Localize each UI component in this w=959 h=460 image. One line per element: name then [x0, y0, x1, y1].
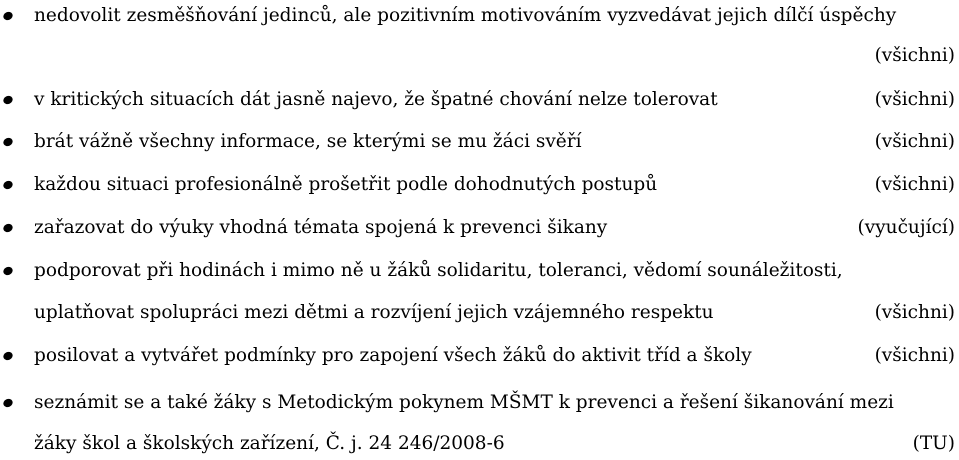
list-item [0, 0, 959, 32]
responsibility-label: (všichni) [874, 302, 955, 323]
item-text: zařazovat do výuky vhodná témata spojená k prevenci šikany [34, 217, 608, 238]
responsibility-label: (TU) [912, 433, 955, 454]
item-text: podporovat při hodinách i mimo ně u žáků solidaritu, toleranci, vědomí sounáležitosti, [34, 260, 843, 281]
bullet-icon [2, 136, 14, 147]
list-item [0, 255, 959, 287]
responsibility-label: (vyučující) [857, 217, 955, 238]
responsibility-label: (všichni) [874, 174, 955, 195]
item-text: brát vážně všechny informace, se kterými se mu žáci svěří [34, 131, 582, 152]
responsibility-label: (všichni) [874, 131, 955, 152]
bullet-icon [2, 222, 14, 233]
item-text: žáky škol a školských zařízení, Č. j. 24 246/2008-6 [34, 433, 505, 454]
bullet-icon [2, 397, 14, 408]
bullet-icon [2, 94, 14, 105]
list-item-continuation [0, 428, 959, 460]
bullet-icon [2, 265, 14, 276]
item-text: uplatňovat spolupráci mezi dětmi a rozvíjení jejich vzájemného respektu [34, 302, 714, 323]
item-text: nedovolit zesměšňování jedinců, ale pozitivním motivováním vyzvedávat jejich dílčí úspěchy [34, 5, 897, 26]
responsibility-label: (všichni) [874, 45, 955, 66]
bullet-icon [2, 350, 14, 361]
bullet-icon [2, 179, 14, 190]
item-text: seznámit se a také žáky s Metodickým pokynem MŠMT k prevenci a řešení šikanování mezi [34, 392, 894, 413]
responsibility-label: (všichni) [874, 89, 955, 110]
bullet-icon [2, 10, 14, 21]
item-text: v kritických situacích dát jasně najevo, že špatné chování nelze tolerovat [34, 89, 718, 110]
item-text: posilovat a vytvářet podmínky pro zapojení všech žáků do aktivit tříd a školy [34, 345, 752, 366]
item-text: každou situaci profesionálně prošetřit podle dohodnutých postupů [34, 174, 658, 195]
list-item-continuation [0, 297, 959, 329]
list-item-continuation [0, 40, 959, 72]
list-item [0, 84, 959, 116]
list-item [0, 126, 959, 158]
list-item [0, 212, 959, 244]
list-item [0, 387, 959, 419]
responsibility-label: (všichni) [874, 345, 955, 366]
list-item [0, 340, 959, 372]
list-item [0, 169, 959, 201]
